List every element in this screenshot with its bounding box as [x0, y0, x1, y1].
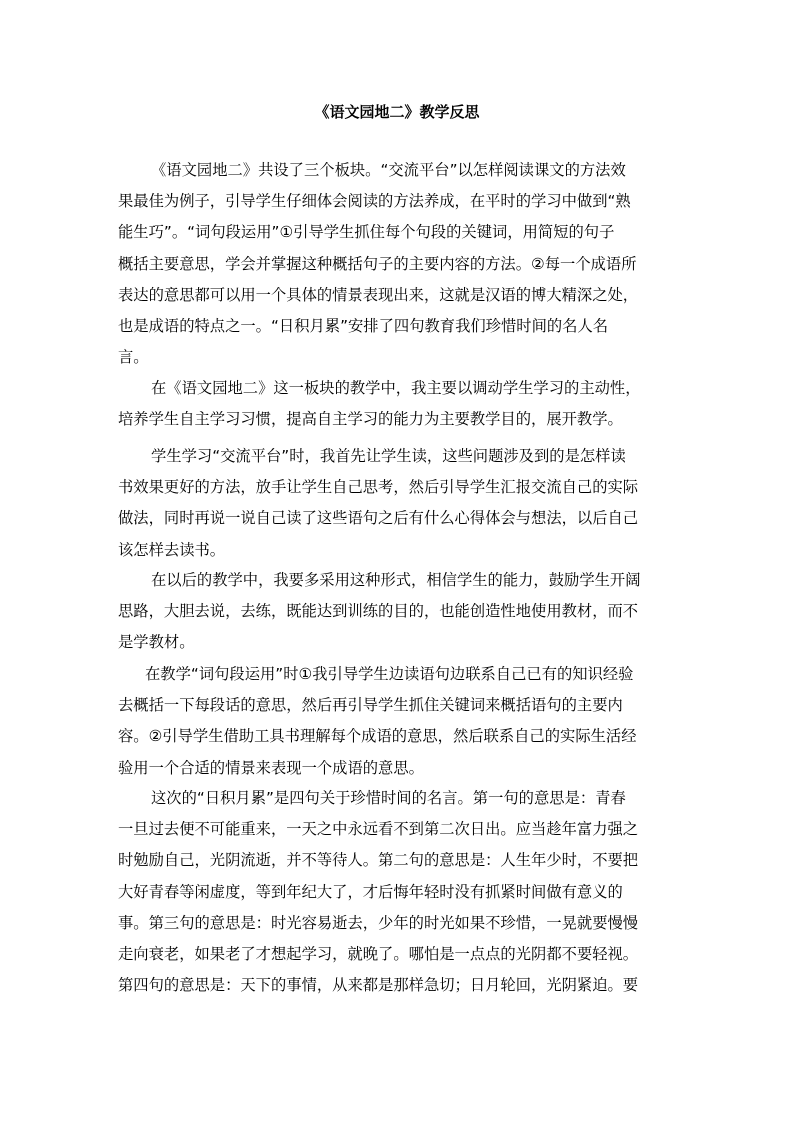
text-line: 《语文园地二》共设了三个板块。“交流平台”以怎样阅读课文的方法效 [151, 161, 626, 179]
text-line: 培养学生自主学习习惯，提高自主学习的能力为主要教学目的，展开教学。 [118, 410, 623, 429]
text-line: 学生学习“交流平台”时，我首先让学生读，这些问题涉及到的是怎样读 [151, 447, 626, 465]
paragraph-intro [118, 155, 678, 373]
text-line: 思路，大胆去说，去练，既能达到训练的目的，也能创造性地使用教材，而不 [118, 602, 639, 621]
text-line: 也是成语的特点之一。“日积月累”安排了四句教育我们珍惜时间的名人名 [118, 316, 609, 335]
paragraph-word-sentence [118, 659, 678, 784]
paragraph-future-teaching [118, 565, 678, 659]
text-line: 表达的意思都可以用一个具体的情景表现出来，这就是汉语的博大精深之处， [118, 285, 639, 304]
text-line: 书效果更好的方法，放手让学生自己思考，然后引导学生汇报交流自己的实际 [118, 478, 639, 497]
text-line: 容。②引导学生借助工具书理解每个成语的意思，然后联系自己的实际生活经 [118, 727, 637, 746]
text-line: 能生巧”。“词句段运用”①引导学生抓住每个句段的关键词，用简短的句子 [118, 223, 615, 242]
text-line: 在教学“词句段运用”时①我引导学生边读语句边联系自己已有的知识经验 [145, 665, 634, 683]
paragraph-exchange-platform [118, 441, 678, 566]
text-line: 概括主要意思，学会并掌握这种概括句子的主要内容的方法。②每一个成语所 [118, 254, 637, 273]
text-line: 大好青春等闲虚度，等到年纪大了，才后悔年轻时没有抓紧时间做有意义的 [118, 882, 623, 901]
document-title: 《语文园地二》教学反思 [314, 103, 480, 121]
paragraph-teaching-goal [118, 373, 678, 435]
text-line: 走向衰老，如果老了才想起学习，就晚了。哪怕是一点点的光阴都不要轻视。 [118, 944, 639, 963]
text-line: 一旦过去便不可能重来，一天之中永远看不到第二次日出。应当趁年富力强之 [118, 820, 639, 839]
text-line: 在《语文园地二》这一板块的教学中，我主要以调动学生学习的主动性， [151, 379, 641, 397]
text-line: 验用一个合适的情景来表现一个成语的意思。 [118, 758, 424, 777]
text-line: 该怎样去读书。 [118, 540, 226, 559]
text-line: 事。第三句的意思是：时光容易逝去，少年的时光如果不珍惜，一晃就要慢慢 [118, 913, 639, 932]
text-line: 在以后的教学中，我要多采用这种形式，相信学生的能力，鼓励学生开阔 [151, 571, 641, 589]
text-line: 去概括一下每段话的意思，然后再引导学生抓住关键词来概括语句的主要内 [118, 696, 623, 715]
text-line: 第四句的意思是：天下的事情，从来都是那样急切；日月轮回，光阴紧迫。要 [118, 976, 639, 995]
paragraph-daily-accumulation [118, 783, 678, 1001]
text-line: 是学教材。 [118, 633, 195, 652]
text-line: 这次的“日积月累”是四句关于珍惜时间的名言。第一句的意思是：青春 [151, 789, 626, 807]
text-line: 做法，同时再说一说自己读了这些语句之后有什么心得体会与想法，以后自己 [118, 509, 639, 528]
text-line: 时勉励自己，光阴流逝，并不等待人。第二句的意思是：人生年少时，不要把 [118, 851, 639, 870]
text-line: 言。 [118, 348, 149, 367]
text-line: 果最佳为例子，引导学生仔细体会阅读的方法养成，在平时的学习中做到“熟 [118, 192, 631, 211]
